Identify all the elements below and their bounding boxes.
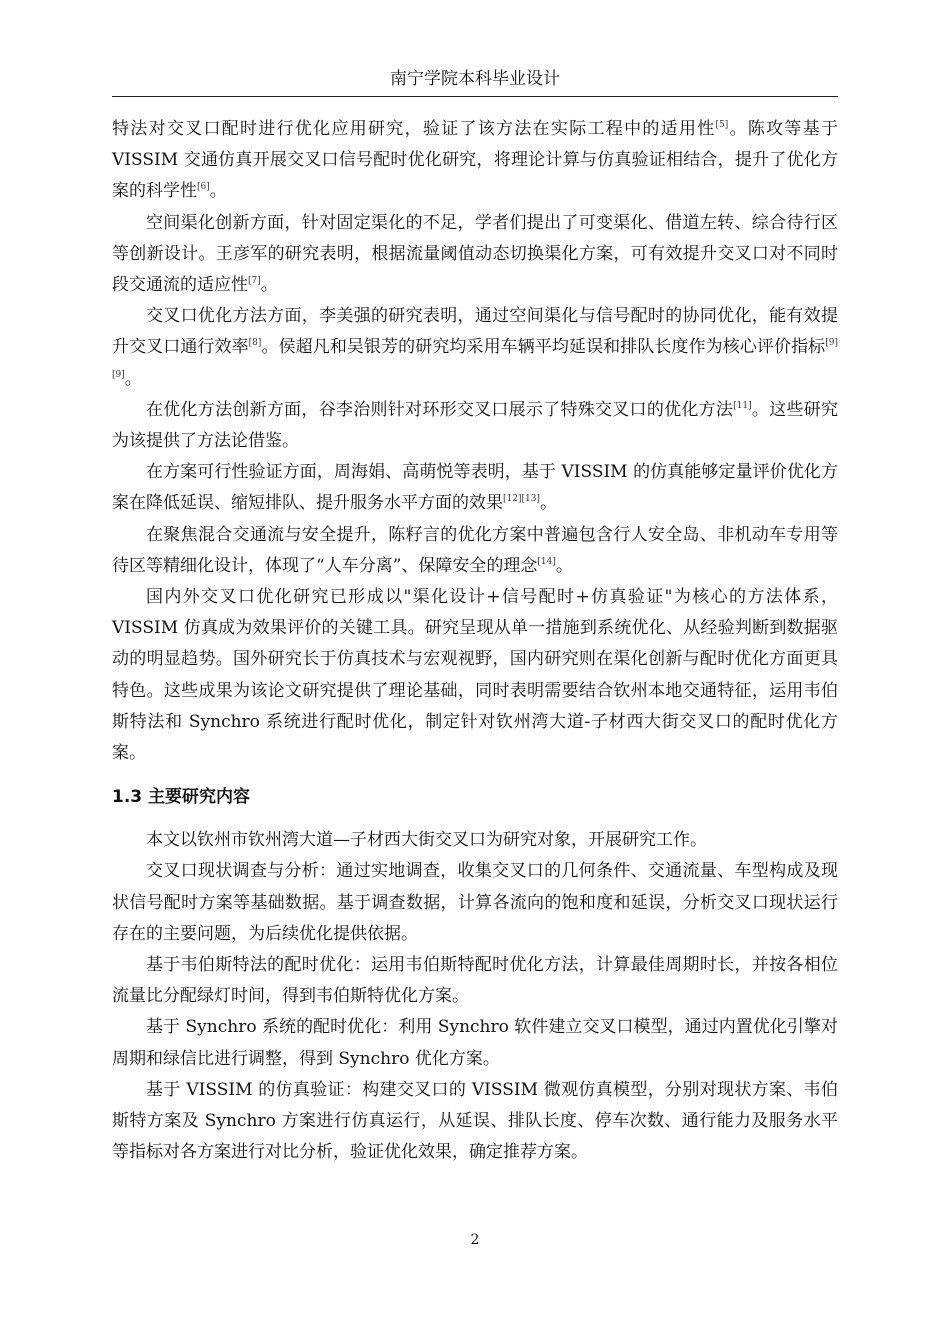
paragraph: 交叉口现状调查与分析：通过实地调查，收集交叉口的几何条件、交通流量、车型构成及现状信号配时方案等基础数据。基于调查数据，计算各流向的饱和度和延误，分析交叉口现状运行存在的主要问题，为后续优化提供依据。 <box>112 861 838 944</box>
paragraph: 本文以钦州市钦州湾大道—子材西大街交叉口为研究对象，开展研究工作。 <box>146 830 707 851</box>
citation: [12][13] <box>503 494 540 505</box>
page-content <box>112 114 838 1169</box>
page-number: 2 <box>470 1232 480 1248</box>
paragraph: 基于韦伯斯特法的配时优化：运用韦伯斯特配时优化方法，计算最佳周期时长，并按各相位流量比分配绿灯时间，得到韦伯斯特优化方案。 <box>112 955 838 1007</box>
citation: [11] <box>733 400 752 411</box>
paragraph: 在优化方法创新方面，谷李治则针对环形交叉口展示了特殊交叉口的优化方法[11]。这些研究为该提供了方法论借鉴。 <box>112 399 839 452</box>
citation: [14] <box>537 556 556 567</box>
paragraph: 在方案可行性验证方面，周海娟、高萌悦等表明，基于 VISSIM 的仿真能够定量评价优化方案在降低延误、缩短排队、提升服务水平方面的效果[12][13]。 <box>112 462 838 514</box>
paragraph: 基于 Synchro 系统的配时优化：利用 Synchro 软件建立交叉口模型，通过内置优化引擎对周期和绿信比进行调整，得到 Synchro 优化方案。 <box>112 1017 838 1069</box>
paragraph: 在聚焦混合交通流与安全提升，陈籽言的优化方案中普遍包含行人安全岛、非机动车专用等待区等精细化设计，体现了“人车分离”、保障安全的理念[14]。 <box>112 524 838 576</box>
citation: [9][9] <box>112 338 839 380</box>
paragraph: 特法对交叉口配时进行优化应用研究，验证了该方法在实际工程中的适用性[5]。陈攻等基于 VISSIM 交通仿真开展交叉口信号配时优化研究，将理论计算与仿真验证相结合，提升了优化方案的科学性[6]。 <box>112 119 839 202</box>
header-title: 南宁学院本科毕业设计 <box>390 69 560 89</box>
paragraph: 空间渠化创新方面，针对固定渠化的不足，学者们提出了可变渠化、借道左转、综合待行区等创新设计。王彦军的研究表明，根据流量阈值动态切换渠化方案，可有效提升交叉口对不同时段交通流的适应性[7]。 <box>112 212 838 296</box>
citation: [7] <box>248 276 261 287</box>
paragraph: 基于 VISSIM 的仿真验证：构建交叉口的 VISSIM 微观仿真模型，分别对现状方案、韦伯斯特方案及 Synchro 方案进行仿真运行，从延误、排队长度、停车次数、通行能力及服务水平等指标对各方案进行对比分析，验证优化效果，确定推荐方案。 <box>112 1079 838 1163</box>
citation: [8] <box>248 338 262 349</box>
citation: [5] <box>715 120 729 130</box>
section-heading: 1.3 主要研究内容 <box>112 787 251 808</box>
citation: [6] <box>197 182 210 193</box>
paragraph: 国内外交叉口优化研究已形成以"渠化设计+信号配时+仿真验证"为核心的方法体系，VISSIM 仿真成为效果评价的关键工具。研究呈现从单一措施到系统优化、从经验判断到数据驱动的明显趋势。国外研究长于仿真技术与宏观视野，国内研究则在渠化创新与配时优化方面更具特色。这些成果为该论文研究提供了理论基础，同时表明需要结合钦州本地交通特征，运用韦伯斯特法和 Synchro 系统进行配时优化，制定针对钦州湾大道-子材西大街交叉口的配时优化方案。 <box>112 587 838 764</box>
paragraph: 交叉口优化方法方面，李美强的研究表明，通过空间渠化与信号配时的协同优化，能有效提升交叉口通行效率[8]。侯超凡和吴银芳的研究均采用车辆平均延误和排队长度作为核心评价指标[9][9]。 <box>112 306 839 389</box>
page-header <box>112 64 838 97</box>
